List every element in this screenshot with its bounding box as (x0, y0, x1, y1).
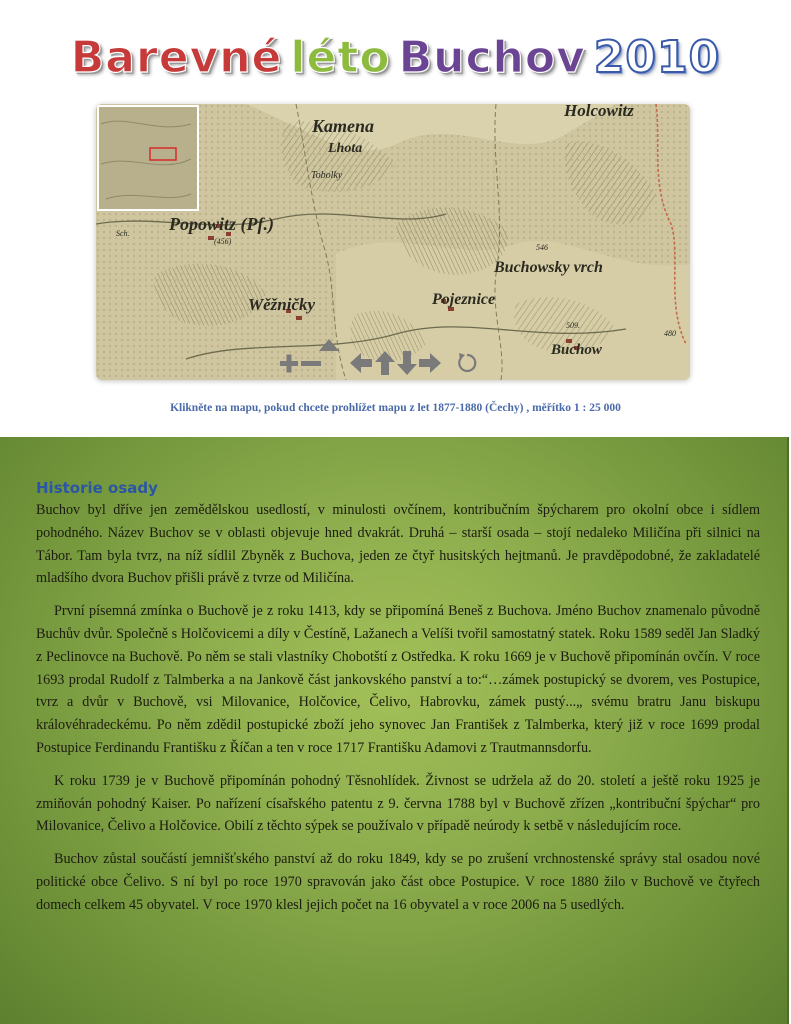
history-paragraph-1: Buchov byl dříve jen zemědělskou usedlostí, v minulosti ovčínem, kontribučním špýcharem pro okolní obce i sídlem pohodného. Název Buchov se v oblasti objevuje hned dvakrát. Druhá – starší osada – stojí nedaleko Miličína při silnici na Tábor. Tam byla tvrz, na níž sídlil Zbyněk z Buchova, jeden ze čtyř husitských hejtmanů. Je pravděpodobné, že zakladatelé mladšího dvora Buchov přišli právě z tvrze od Miličína. (36, 502, 760, 587)
history-panel (0, 437, 789, 1024)
map-label-buchow: Buchow (551, 342, 602, 358)
title-year: 2010 (593, 32, 721, 83)
triangle-up-icon[interactable] (318, 338, 340, 352)
map-label-lhota: Lhota (328, 141, 363, 156)
history-paragraph-2: První písemná zmínka o Buchově je z roku 1413, kdy se připomíná Beneš z Buchova. Jméno Buchov znamenalo původně Buchův dvůr. Společně s Holčovicemi a díly v Čestíně, Lažanech a Velíši tvořil samostatný statek. Roku 1589 seděl Jan Sladký z Peclinovce na Buchově. Po něm se stali vlastníky Chobotští z Ostředka. K roku 1669 je v Buchově připomínán ovčín. V roce 1693 prodal Rudolf z Talmberka a na Jankově část jankovského panství a to:“…zámek postupický se dvorem, ves Postupice, tvrz a dvůr v Buchově, vsi Milovanice, Holčovice, Čelivo, Habrovku, zámek pustý...„ svému bratru Janu biskupu královéhradeckému. Po něm zdědil postupické zboží jeho synovec Jan František z Talmberka, který již v roce 1699 prodal Postupice Ferdinandu Františku z Říčan a ten v roce 1717 Františku Adamovi z Trautmannsdorfu. (36, 603, 760, 756)
minus-icon[interactable] (298, 348, 324, 378)
map-label-holcowitz: Holcowitz (564, 104, 634, 120)
arrow-left-icon[interactable] (348, 348, 374, 378)
map-label-buchowsky: Buchowsky vrch (494, 259, 603, 276)
map-label-pojeznice: Pojeznice (432, 291, 496, 308)
section-heading: Historie osady (36, 479, 158, 497)
map-label-tobolky: Tobolky (311, 170, 343, 181)
title-word-buchov: Buchov (398, 32, 586, 83)
history-paragraph-4: Buchov zůstal součástí jemnišťského panství až do roku 1849, kdy se po zrušení vrchnostenské správy stal osadou nové politické obce Čelivo. S ní byl po roce 1970 spravován jako část obce Postupice. V roce 1880 žilo v Buchově ve čtyřech domech celkem 45 obyvatel. V roce 1970 klesl jejich počet na 16 obyvatel a v roce 2006 na 5 usedlých. (36, 851, 760, 913)
page-title (0, 26, 791, 90)
arrow-right-icon[interactable] (417, 348, 443, 378)
map-image[interactable] (96, 104, 690, 380)
map-label-546: 546 (536, 243, 548, 252)
map-label-sch: Sch. (116, 229, 130, 238)
map-label-480: 480 (664, 329, 676, 338)
title-word-barevne: Barevné (70, 32, 283, 83)
map-label-popowitz: Popowitz (Pf.) (169, 214, 274, 234)
history-paragraph-3: K roku 1739 je v Buchově připomínán pohodný Těsnohlídek. Živnost se udržela až do 20. století a ještě roku 1925 je zmiňován pohodný Kaiser. Po nařízení císařského patentu z 9. června 1788 byl v Buchově zřízen „kontribuční špýchar“ pro Milovanice, Čelivo a Holčovice. Obilí z těchto sýpek se používalo v případě neúrody k setbě v následujícím roce. (36, 772, 760, 835)
map-label-kamena: Kamena (312, 116, 375, 136)
history-text (36, 499, 760, 927)
refresh-icon[interactable] (454, 348, 480, 378)
map-controls (276, 348, 496, 380)
map-label-456: (456) (214, 237, 232, 246)
historic-map[interactable] (96, 104, 690, 380)
title-word-leto: léto (290, 32, 391, 83)
map-label-wesnicky: Wěžničky (248, 295, 316, 314)
map-label-509: 509. (566, 321, 580, 330)
map-caption: Klikněte na mapu, pokud chcete prohlížet mapu z let 1877-1880 (Čechy) , měřítko 1 : 25 000 (170, 402, 621, 414)
